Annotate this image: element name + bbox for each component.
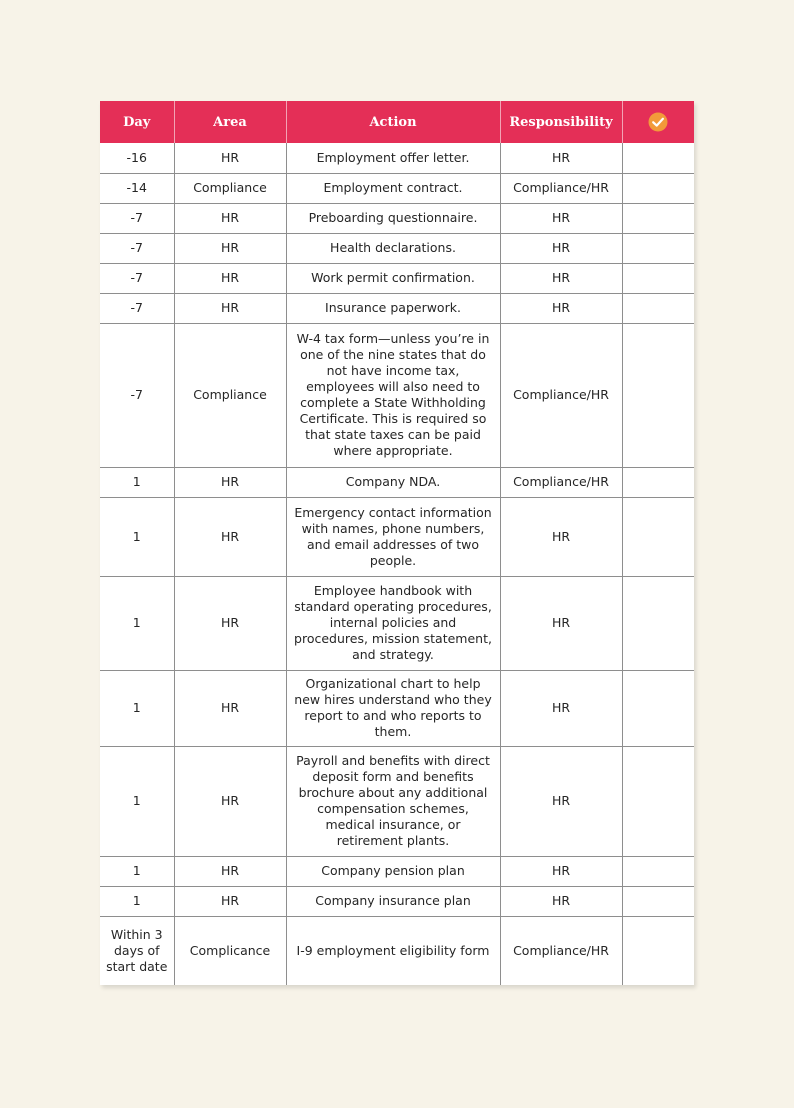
day-cell: -16 [126,149,147,165]
action-cell: Employee handbook with standard operating procedures, internal policies and procedures, mission statement, and strategy. [286,576,500,670]
table-row [100,916,694,985]
responsibility-cell: HR [500,856,622,886]
header-responsibility: Responsibility [500,101,622,143]
action-cell: Employment contract. [286,173,500,203]
responsibility-cell: Compliance/HR [500,323,622,467]
day-cell: -7 [100,203,174,233]
responsibility-cell: HR [500,203,622,233]
table-row [100,203,694,233]
area-cell: HR [174,576,286,670]
area-cell: HR [174,856,286,886]
responsibility-cell: HR [500,293,622,323]
checkbox-cell[interactable] [622,670,694,746]
action-cell: W-4 tax form—unless you’re in one of the nine states that do not have income tax, employees will also need to complete a State Withholding Certificate. This is required so that state taxes can be paid where appropriate. [286,323,500,467]
table-row [100,263,694,293]
area-cell: HR [174,670,286,746]
area-cell: HR [174,203,286,233]
area-cell: Compliance [174,323,286,467]
checkbox-cell[interactable] [622,576,694,670]
responsibility-cell: Compliance/HR [500,173,622,203]
area-cell: HR [174,263,286,293]
table-row [100,467,694,497]
day-cell: 1 [100,467,174,497]
header-row [100,101,694,143]
area-cell: HR [174,143,286,173]
checkmark-circle-icon [648,112,668,132]
day-cell: Within 3 days of start date [100,916,174,985]
checkbox-cell[interactable] [622,173,694,203]
day-cell: -14 [100,173,174,203]
responsibility-cell: HR [500,746,622,856]
action-cell: I-9 employment eligibility form [286,916,500,985]
header-day: Day [100,101,174,143]
day-cell: 1 [100,497,174,576]
action-cell: Employment offer letter. [286,143,500,173]
responsibility-cell: HR [500,497,622,576]
area-cell: HR [174,293,286,323]
action-cell: Emergency contact information with names, phone numbers, and email addresses of two people. [286,497,500,576]
responsibility-cell: HR [500,263,622,293]
header-area: Area [174,101,286,143]
table-row [100,886,694,916]
area-cell: Compliance [174,173,286,203]
table-row [100,143,694,173]
action-cell: Health declarations. [286,233,500,263]
area-cell: HR [174,233,286,263]
day-cell: 1 [100,576,174,670]
day-cell: 1 [100,886,174,916]
action-cell: Company insurance plan [286,886,500,916]
table-row [100,856,694,886]
responsibility-cell: HR [500,576,622,670]
area-cell: HR [174,467,286,497]
day-cell: 1 [100,856,174,886]
area-cell: HR [174,746,286,856]
onboarding-checklist-sheet [100,101,694,985]
area-cell: HR [174,886,286,916]
action-cell: Preboarding questionnaire. [286,203,500,233]
header-action: Action [286,101,500,143]
action-cell: Organizational chart to help new hires understand who they report to and who reports to them. [286,670,500,746]
checkbox-cell[interactable] [622,467,694,497]
table-row [100,746,694,856]
responsibility-cell: HR [500,886,622,916]
checkbox-cell[interactable] [622,916,694,985]
day-cell: -7 [100,233,174,263]
table-row [100,323,694,467]
table-row [100,497,694,576]
day-cell: -7 [100,323,174,467]
table-row [100,293,694,323]
checkbox-cell[interactable] [622,323,694,467]
checkbox-cell[interactable] [622,203,694,233]
checkbox-cell[interactable] [622,886,694,916]
day-cell: -7 [100,293,174,323]
checkbox-cell[interactable] [622,497,694,576]
area-cell: HR [174,497,286,576]
checkbox-cell[interactable] [622,746,694,856]
day-cell: 1 [100,746,174,856]
onboarding-checklist-table [100,101,694,985]
day-cell: 1 [100,670,174,746]
action-cell: Company pension plan [286,856,500,886]
action-cell: Payroll and benefits with direct deposit form and benefits brochure about any additional compensation schemes, medical insurance, or retirement plants. [286,746,500,856]
responsibility-cell: HR [500,670,622,746]
table-row [100,173,694,203]
table-row [100,576,694,670]
checkbox-cell[interactable] [622,233,694,263]
checkbox-cell[interactable] [622,293,694,323]
checkbox-cell[interactable] [622,143,694,173]
responsibility-cell: HR [500,143,622,173]
responsibility-cell: HR [500,233,622,263]
table-row [100,670,694,746]
action-cell: Work permit confirmation. [286,263,500,293]
action-cell: Company NDA. [286,467,500,497]
responsibility-cell: Compliance/HR [500,467,622,497]
area-cell: Complicance [174,916,286,985]
checkbox-cell[interactable] [622,856,694,886]
action-cell: Insurance paperwork. [286,293,500,323]
checkbox-cell[interactable] [622,263,694,293]
day-cell: -7 [100,263,174,293]
responsibility-cell: Compliance/HR [500,916,622,985]
header-check [622,101,694,143]
table-row [100,233,694,263]
